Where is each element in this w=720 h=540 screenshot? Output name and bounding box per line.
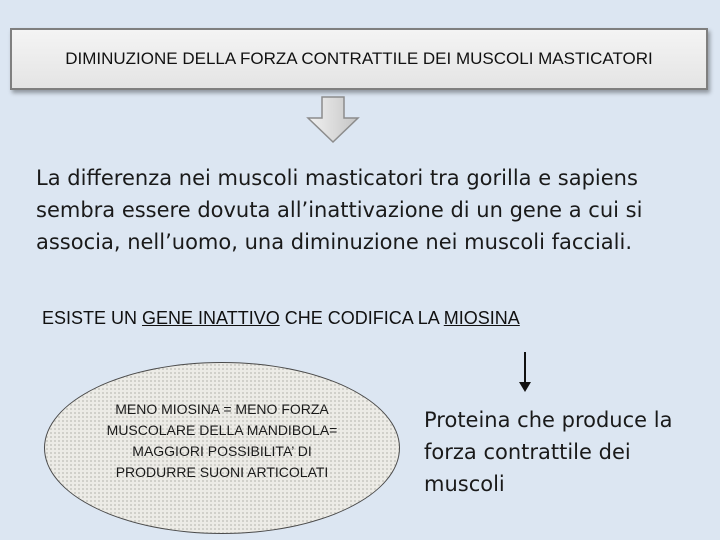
title-box [10,28,708,90]
gene-statement-part2: CHE CODIFICA LA [279,308,444,328]
line-arrow-down-icon [514,352,536,392]
myosin-underlined: MIOSINA [443,308,520,328]
gene-statement-part1: ESISTE UN [42,308,143,328]
protein-description: Proteina che produce la forza contrattile dei muscoli [424,408,673,496]
gene-inactive-underlined: GENE INATTIVO [142,308,280,328]
consequence-ellipse [44,362,400,534]
gene-statement [42,308,682,329]
block-arrow-down-icon [306,96,360,144]
title-text: DIMINUZIONE DELLA FORZA CONTRATTILE DEI MUSCOLI MASTICATORI [65,49,653,68]
explanation-paragraph: La differenza nei muscoli masticatori tra gorilla e sapiens sembra essere dovuta all’inattivazione di un gene a cui si associa, nell’uomo, una diminuzione nei muscoli facciali. [36,166,643,254]
consequence-text: MENO MIOSINA = MENO FORZA MUSCOLARE DELLA MANDIBOLA= MAGGIORI POSSIBILITA’ DI PRODURRE SUONI ARTICOLATI [106,401,338,480]
